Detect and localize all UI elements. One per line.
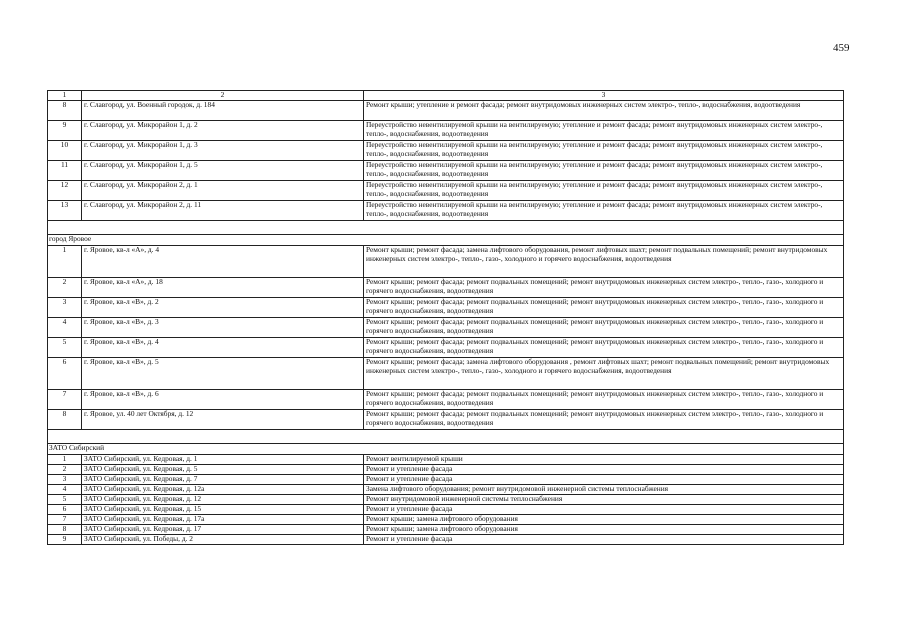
row-number: 5 bbox=[48, 495, 82, 505]
row-address: г. Яровое, кв-л «В», д. 5 bbox=[82, 358, 364, 390]
row-address: г. Славгород, ул. Военный городок, д. 184 bbox=[82, 101, 364, 121]
table-row bbox=[48, 318, 844, 338]
table-row bbox=[48, 141, 844, 161]
row-address: ЗАТО Сибирский, ул. Победы, д. 2 bbox=[82, 535, 364, 545]
row-address: ЗАТО Сибирский, ул. Кедровая, д. 12а bbox=[82, 485, 364, 495]
table-row bbox=[48, 181, 844, 201]
row-address: ЗАТО Сибирский, ул. Кедровая, д. 17 bbox=[82, 525, 364, 535]
row-number: 6 bbox=[48, 505, 82, 515]
row-works: Ремонт крыши; ремонт фасада; ремонт подвальных помещений; ремонт внутридомовых инженерных систем электро-, тепло-, газо-, холодного и горячего водоснабжения, водоотведения bbox=[364, 338, 844, 358]
row-number: 7 bbox=[48, 515, 82, 525]
row-works: Ремонт крыши; ремонт фасада; ремонт подвальных помещений; ремонт внутридомовых инженерных систем электро-, тепло-, газо-, холодного и горячего водоснабжения, водоотведения bbox=[364, 318, 844, 338]
row-address: ЗАТО Сибирский, ул. Кедровая, д. 12 bbox=[82, 495, 364, 505]
row-address: ЗАТО Сибирский, ул. Кедровая, д. 15 bbox=[82, 505, 364, 515]
row-address: г. Яровое, кв-л «А», д. 18 bbox=[82, 278, 364, 298]
works-table bbox=[47, 90, 844, 545]
row-number: 8 bbox=[48, 525, 82, 535]
row-works: Переустройство невентилируемой крыши на вентилируемую; утепление и ремонт фасада; ремонт внутридомовых инженерных систем электро-, тепло-, водоснабжения, водоотведения bbox=[364, 161, 844, 181]
header-col-works: 3 bbox=[364, 91, 844, 101]
row-works: Ремонт крыши; замена лифтового оборудования bbox=[364, 515, 844, 525]
row-address: г. Славгород, ул. Микрорайон 1, д. 2 bbox=[82, 121, 364, 141]
row-number: 8 bbox=[48, 101, 82, 121]
row-works: Ремонт крыши; ремонт фасада; ремонт подвальных помещений; ремонт внутридомовых инженерных систем электро-, тепло-, газо-, холодного и горячего водоснабжения, водоотведения bbox=[364, 410, 844, 430]
row-address: г. Яровое, кв-л «В», д. 6 bbox=[82, 390, 364, 410]
row-number: 6 bbox=[48, 358, 82, 390]
row-number: 5 bbox=[48, 338, 82, 358]
row-works: Ремонт вентилируемой крыши bbox=[364, 455, 844, 465]
row-works: Ремонт внутридомовой инженерной системы теплоснабжения bbox=[364, 495, 844, 505]
row-address: ЗАТО Сибирский, ул. Кедровая, д. 7 bbox=[82, 475, 364, 485]
row-number: 13 bbox=[48, 201, 82, 221]
section-title: ЗАТО Сибирский bbox=[48, 444, 844, 455]
row-number: 9 bbox=[48, 535, 82, 545]
row-number: 2 bbox=[48, 278, 82, 298]
row-address: г. Славгород, ул. Микрорайон 1, д. 3 bbox=[82, 141, 364, 161]
table-row bbox=[48, 475, 844, 485]
table-row bbox=[48, 485, 844, 495]
row-address: г. Яровое, ул. 40 лет Октября, д. 12 bbox=[82, 410, 364, 430]
row-works: Замена лифтового оборудования; ремонт внутридомовой инженерной системы теплоснабжения bbox=[364, 485, 844, 495]
row-number: 2 bbox=[48, 465, 82, 475]
row-number: 11 bbox=[48, 161, 82, 181]
row-address: г. Яровое, кв-л «В», д. 2 bbox=[82, 298, 364, 318]
table-row bbox=[48, 495, 844, 505]
row-address: г. Славгород, ул. Микрорайон 2, д. 11 bbox=[82, 201, 364, 221]
table-row bbox=[48, 338, 844, 358]
section-spacer-row bbox=[48, 430, 844, 444]
table-row bbox=[48, 505, 844, 515]
row-works: Переустройство невентилируемой крыши на вентилируемую; утепление и ремонт фасада; ремонт внутридомовых инженерных систем электро-, тепло-, водоснабжения, водоотведения bbox=[364, 201, 844, 221]
row-number: 1 bbox=[48, 246, 82, 278]
row-works: Ремонт крыши; замена лифтового оборудования bbox=[364, 525, 844, 535]
table-header-row bbox=[48, 91, 844, 101]
section-header-row bbox=[48, 235, 844, 246]
row-number: 1 bbox=[48, 455, 82, 465]
row-number: 4 bbox=[48, 318, 82, 338]
header-col-address: 2 bbox=[82, 91, 364, 101]
row-number: 4 bbox=[48, 485, 82, 495]
row-works: Ремонт и утепление фасада bbox=[364, 475, 844, 485]
row-works: Переустройство невентилируемой крыши на вентилируемую; утепление и ремонт фасада; ремонт внутридомовых инженерных систем электро-, тепло-, водоснабжения, водоотведения bbox=[364, 141, 844, 161]
table-row bbox=[48, 410, 844, 430]
row-number: 3 bbox=[48, 298, 82, 318]
row-number: 7 bbox=[48, 390, 82, 410]
row-address: ЗАТО Сибирский, ул. Кедровая, д. 17а bbox=[82, 515, 364, 525]
row-works: Ремонт и утепление фасада bbox=[364, 465, 844, 475]
table-row bbox=[48, 525, 844, 535]
table-row bbox=[48, 455, 844, 465]
row-works: Ремонт крыши; ремонт фасада; ремонт подвальных помещений; ремонт внутридомовых инженерных систем электро-, тепло-, газо-, холодного и горячего водоснабжения, водоотведения bbox=[364, 278, 844, 298]
row-works: Ремонт крыши; утепление и ремонт фасада; ремонт внутридомовых инженерных систем электро-, тепло-, водоснабжения, водоотведения bbox=[364, 101, 844, 121]
table-row bbox=[48, 201, 844, 221]
row-works: Ремонт и утепление фасада bbox=[364, 535, 844, 545]
row-number: 9 bbox=[48, 121, 82, 141]
row-number: 12 bbox=[48, 181, 82, 201]
row-works: Ремонт крыши; ремонт фасада; ремонт подвальных помещений; ремонт внутридомовых инженерных систем электро-, тепло-, газо-, холодного и горячего водоснабжения, водоотведения bbox=[364, 390, 844, 410]
row-works: Ремонт крыши; ремонт фасада; замена лифтового оборудования, ремонт лифтовых шахт; ремонт подвальных помещений; ремонт внутридомовых инженерных систем электро-, тепло-, газо-, холодного и горячего водоснабжения, водоотведения bbox=[364, 246, 844, 278]
table-row bbox=[48, 298, 844, 318]
row-address: ЗАТО Сибирский, ул. Кедровая, д. 1 bbox=[82, 455, 364, 465]
section-header-row bbox=[48, 444, 844, 455]
page-number: 459 bbox=[833, 42, 850, 54]
table-row bbox=[48, 390, 844, 410]
table-row bbox=[48, 101, 844, 121]
spacer-cell bbox=[48, 221, 844, 235]
row-number: 3 bbox=[48, 475, 82, 485]
section-spacer-row bbox=[48, 221, 844, 235]
row-address: г. Славгород, ул. Микрорайон 1, д. 5 bbox=[82, 161, 364, 181]
row-works: Ремонт крыши; ремонт фасада; ремонт подвальных помещений; ремонт внутридомовых инженерных систем электро-, тепло-, газо-, холодного и горячего водоснабжения, водоотведения bbox=[364, 298, 844, 318]
table-row bbox=[48, 278, 844, 298]
row-address: г. Славгород, ул. Микрорайон 2, д. 1 bbox=[82, 181, 364, 201]
row-works: Переустройство невентилируемой крыши на вентилируемую; утепление и ремонт фасада; ремонт внутридомовых инженерных систем электро-, тепло-, водоснабжения, водоотведения bbox=[364, 181, 844, 201]
row-address: ЗАТО Сибирский, ул. Кедровая, д. 5 bbox=[82, 465, 364, 475]
row-number: 10 bbox=[48, 141, 82, 161]
row-address: г. Яровое, кв-л «В», д. 4 bbox=[82, 338, 364, 358]
table-row bbox=[48, 465, 844, 475]
row-works: Ремонт крыши; ремонт фасада; замена лифтового оборудования , ремонт лифтовых шахт; ремонт подвальных помещений; ремонт внутридомовых инженерных систем электро-, тепло-, газо-, холодного и горячего водоснабжения, водоотведения bbox=[364, 358, 844, 390]
table-row bbox=[48, 535, 844, 545]
table-row bbox=[48, 358, 844, 390]
table-row bbox=[48, 161, 844, 181]
spacer-cell bbox=[48, 430, 844, 444]
table-row bbox=[48, 121, 844, 141]
table-row bbox=[48, 246, 844, 278]
section-title: город Яровое bbox=[48, 235, 844, 246]
header-col-number: 1 bbox=[48, 91, 82, 101]
row-number: 8 bbox=[48, 410, 82, 430]
row-address: г. Яровое, кв-л «А», д. 4 bbox=[82, 246, 364, 278]
table-row bbox=[48, 515, 844, 525]
row-works: Ремонт и утепление фасада bbox=[364, 505, 844, 515]
row-works: Переустройство невентилируемой крыши на вентилируемую; утепление и ремонт фасада; ремонт внутридомовых инженерных систем электро-, тепло-, водоснабжения, водоотведения bbox=[364, 121, 844, 141]
row-address: г. Яровое, кв-л «В», д. 3 bbox=[82, 318, 364, 338]
